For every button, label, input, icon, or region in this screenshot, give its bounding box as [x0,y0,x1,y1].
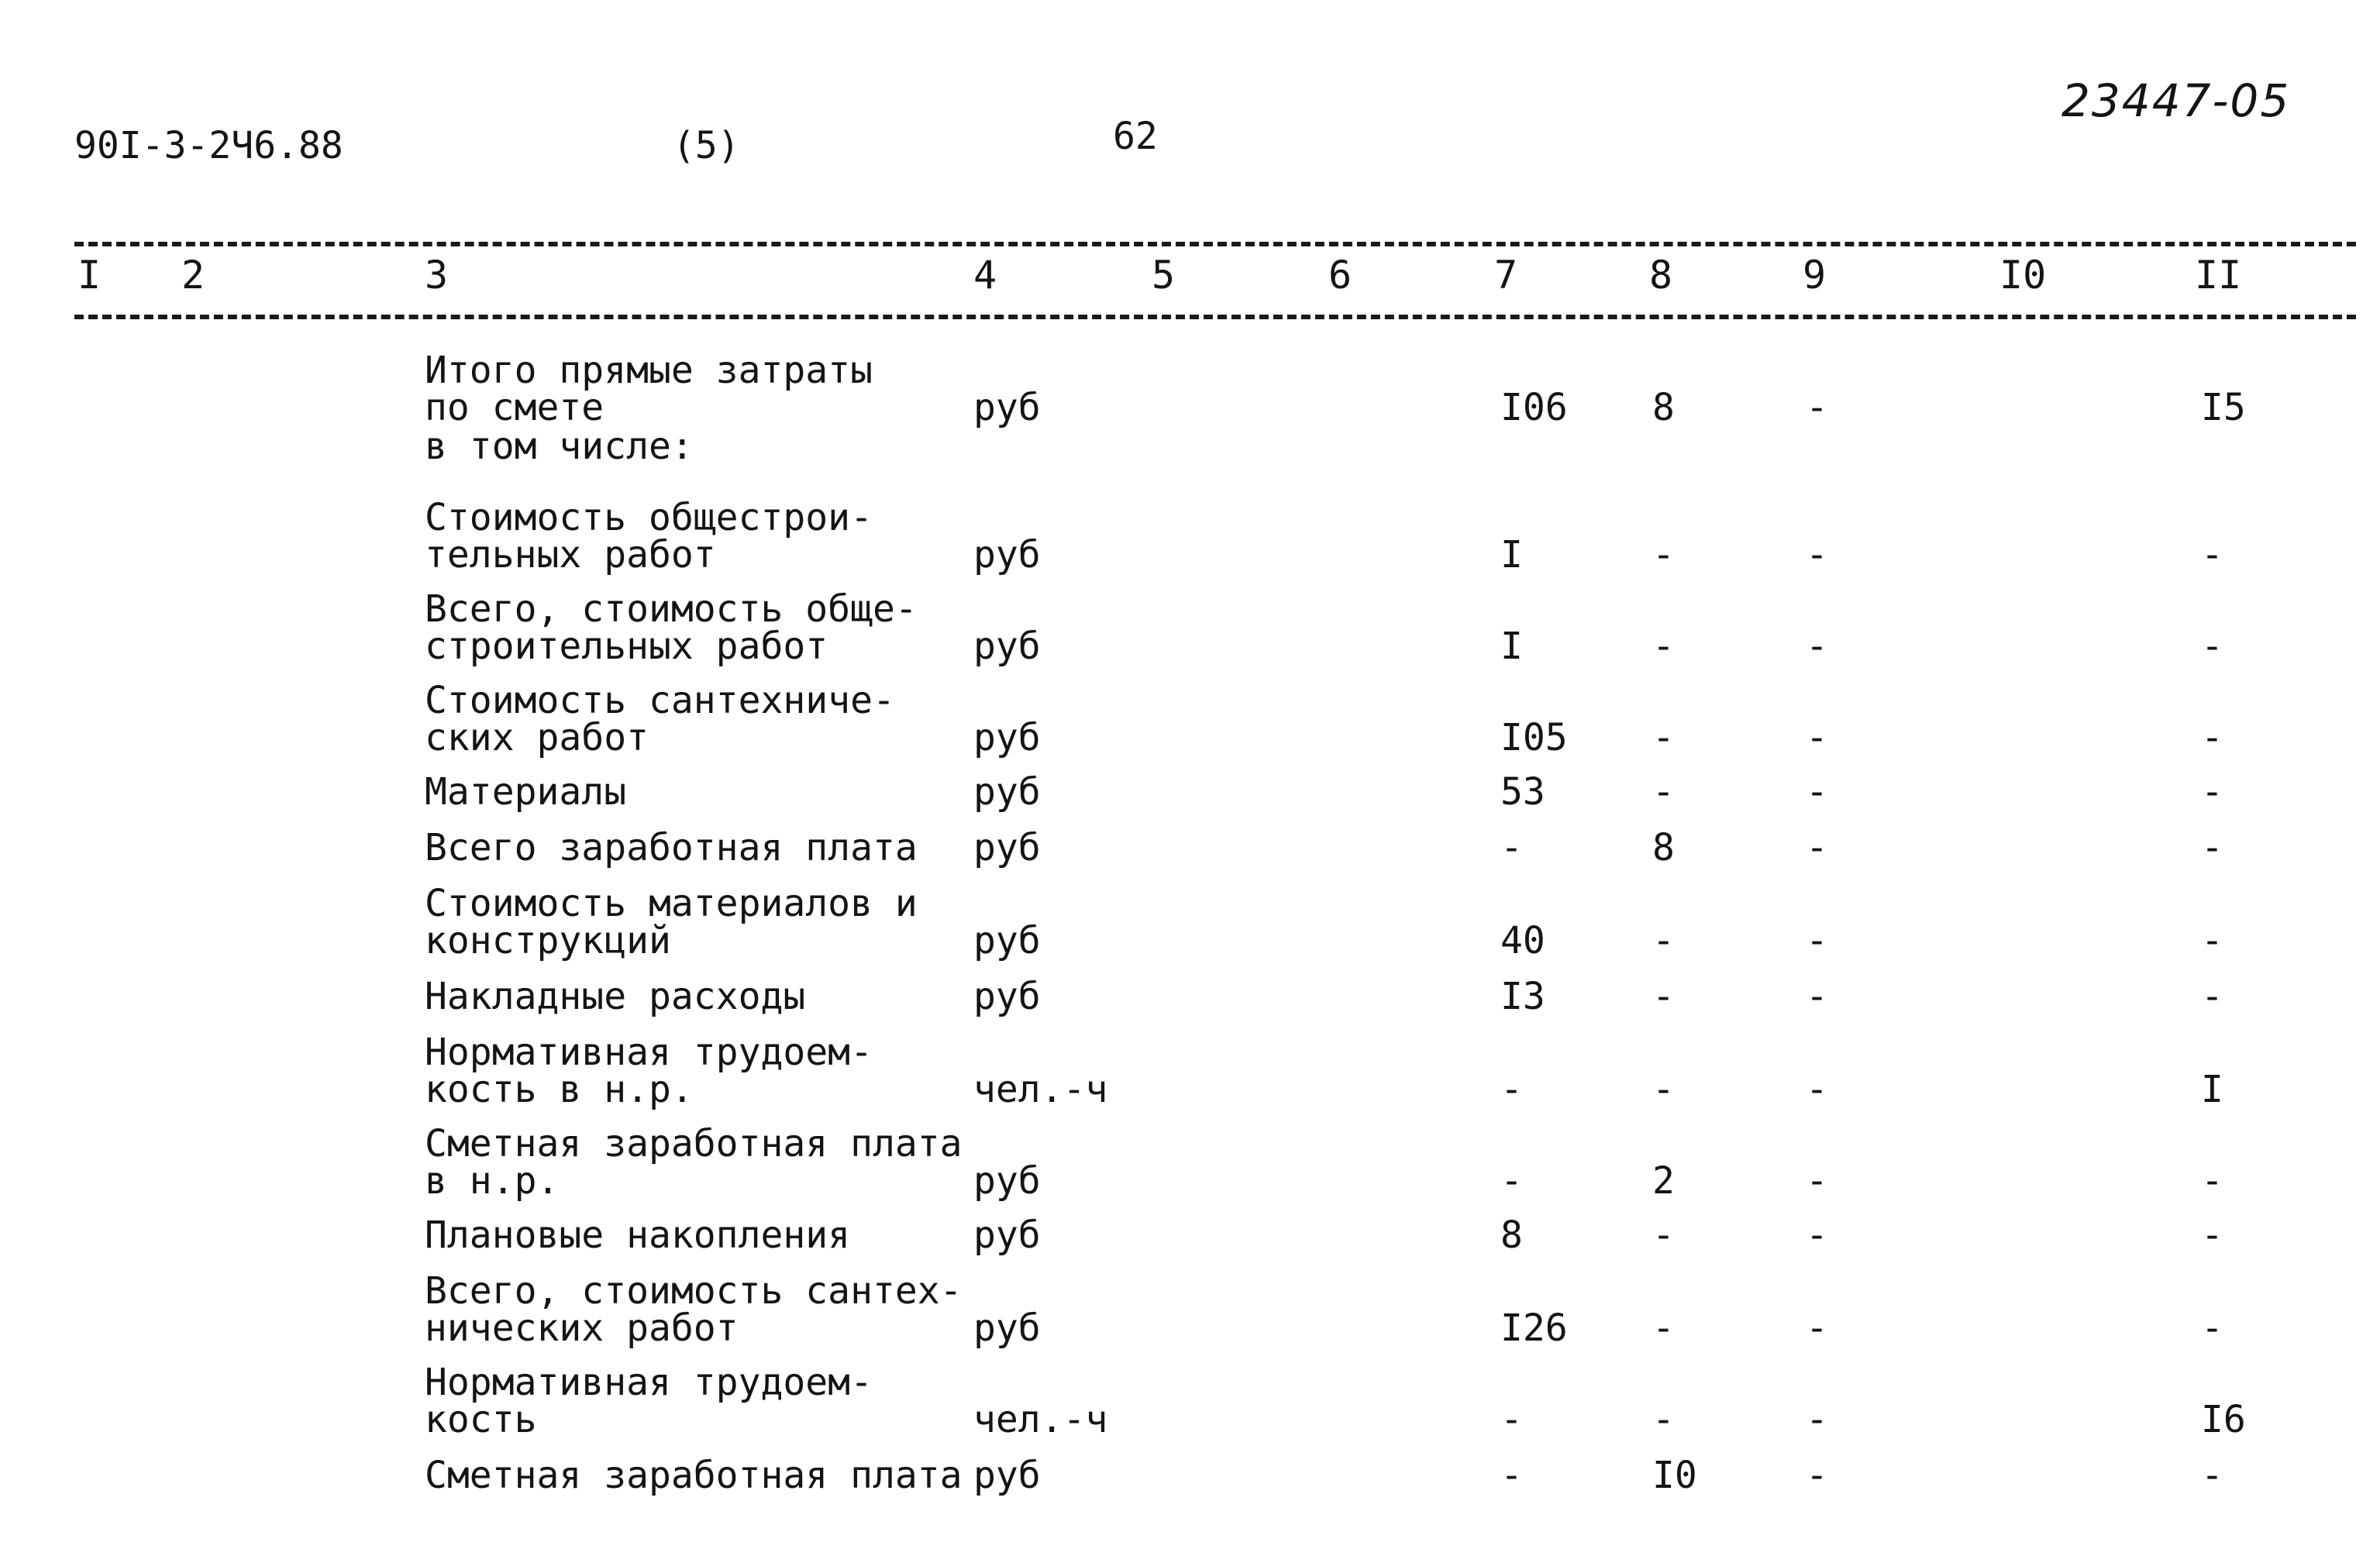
row-col-11: I5 [2201,386,2246,429]
row-col-8: 2 [1652,1159,1675,1203]
row-col-11: - [2201,533,2223,577]
row-col-11: - [2201,919,2223,962]
row-col-8: - [1652,919,1675,962]
row-name: Плановые накопления [425,1213,851,1257]
column-header-3: 3 [425,253,449,298]
row-col-7: I06 [1500,386,1568,429]
row-unit: чел.-ч [973,1398,1108,1441]
row-col-8: - [1652,1068,1675,1111]
row-col-11: - [2201,1306,2223,1350]
row-name: Нормативная трудоем- кость [425,1361,873,1441]
row-unit: руб [973,826,1041,869]
table-row [0,1213,2380,1257]
row-col-8: - [1652,716,1675,759]
column-header-9: 9 [1803,253,1827,298]
row-unit: руб [973,716,1041,759]
row-name: Всего, стоимость обще- строительных работ [425,587,918,668]
row-unit: руб [973,1159,1041,1203]
table-row [0,425,2380,468]
row-name: Сметная заработная плата в н.р. [425,1122,963,1203]
inventory-number: 23447-05 [2061,74,2291,127]
row-unit: руб [973,919,1041,962]
row-col-11: I [2201,1068,2223,1111]
row-unit: руб [973,1306,1041,1350]
column-header-7: 7 [1494,253,1518,298]
row-col-9: - [1806,1398,1828,1441]
row-col-9: - [1806,1306,1828,1350]
row-name: Стоимость общестрои- тельных работ [425,496,873,577]
row-col-9: - [1806,386,1828,429]
table-row [0,1269,2380,1350]
row-unit: чел.-ч [973,1068,1108,1111]
row-col-7: I3 [1500,975,1545,1018]
row-col-11: - [2201,1159,2223,1203]
row-unit: руб [973,1454,1041,1497]
row-col-9: - [1806,1159,1828,1203]
row-unit: руб [973,625,1041,668]
row-name: Стоимость материалов и конструкций [425,882,918,962]
row-name: Всего, стоимость сантех- нических работ [425,1269,963,1350]
row-col-7: 8 [1500,1213,1523,1257]
row-unit: руб [973,1213,1041,1257]
table-row [0,975,2380,1018]
row-col-7: I26 [1500,1306,1568,1350]
column-header-5: 5 [1152,253,1176,298]
row-col-11: - [2201,1454,2223,1497]
row-col-9: - [1806,716,1828,759]
row-col-9: - [1806,625,1828,668]
page-number: 62 [1113,115,1158,158]
row-col-9: - [1806,826,1828,869]
row-col-8: - [1652,975,1675,1018]
row-col-8: 8 [1652,826,1675,869]
row-col-11: - [2201,716,2223,759]
row-col-7: - [1500,1068,1523,1111]
row-col-8: - [1652,770,1675,814]
row-col-9: - [1806,975,1828,1018]
row-name: Сметная заработная плата [425,1454,963,1497]
row-col-11: - [2201,625,2223,668]
sheet-number: (5) [673,124,740,167]
column-header-10: I0 [1999,253,2047,298]
row-name: Итого прямые затраты по смете [425,349,873,429]
row-col-8: - [1652,533,1675,577]
column-header-11: II [2195,253,2242,298]
row-col-9: - [1806,1213,1828,1257]
row-col-9: - [1806,1454,1828,1497]
row-col-7: - [1500,1454,1523,1497]
row-col-11: - [2201,770,2223,814]
row-unit: руб [973,533,1041,577]
row-unit: руб [973,770,1041,814]
row-name: Материалы [425,770,627,814]
column-header-8: 8 [1649,253,1673,298]
row-col-11: - [2201,1213,2223,1257]
row-col-11: - [2201,826,2223,869]
table-row [0,882,2380,962]
column-header-2: 2 [181,253,205,298]
row-col-8: - [1652,625,1675,668]
table-row [0,679,2380,759]
column-header-1: I [77,253,102,298]
table-row [0,1031,2380,1111]
row-col-11: - [2201,975,2223,1018]
row-col-7: 40 [1500,919,1545,962]
document-code: 90I-3-2Ч6.88 [74,124,343,167]
row-col-7: - [1500,826,1523,869]
column-header-4: 4 [973,253,997,298]
table-row [0,1454,2380,1497]
row-name: Накладные расходы [425,975,806,1018]
row-col-9: - [1806,919,1828,962]
row-unit: руб [973,386,1041,429]
row-col-9: - [1806,1068,1828,1111]
table-row [0,1122,2380,1203]
table-row [0,1361,2380,1441]
row-name: в том числе: [425,425,694,468]
row-unit: руб [973,975,1041,1018]
row-name: Всего заработная плата [425,826,918,869]
table-row [0,770,2380,814]
row-name: Стоимость сантехниче- ских работ [425,679,895,759]
row-col-7: - [1500,1159,1523,1203]
row-col-8: 8 [1652,386,1675,429]
row-col-7: I [1500,625,1523,668]
row-col-7: I [1500,533,1523,577]
table-row [0,587,2380,668]
row-col-7: I05 [1500,716,1568,759]
row-col-7: - [1500,1398,1523,1441]
row-col-9: - [1806,770,1828,814]
table-row [0,496,2380,577]
table-row [0,826,2380,869]
row-col-8: - [1652,1213,1675,1257]
row-name: Нормативная трудоем- кость в н.р. [425,1031,873,1111]
row-col-11: I6 [2201,1398,2246,1441]
column-header-6: 6 [1328,253,1352,298]
row-col-9: - [1806,533,1828,577]
row-col-8: I0 [1652,1454,1697,1497]
table-row [0,349,2380,429]
row-col-8: - [1652,1306,1675,1350]
row-col-7: 53 [1500,770,1545,814]
row-col-8: - [1652,1398,1675,1441]
